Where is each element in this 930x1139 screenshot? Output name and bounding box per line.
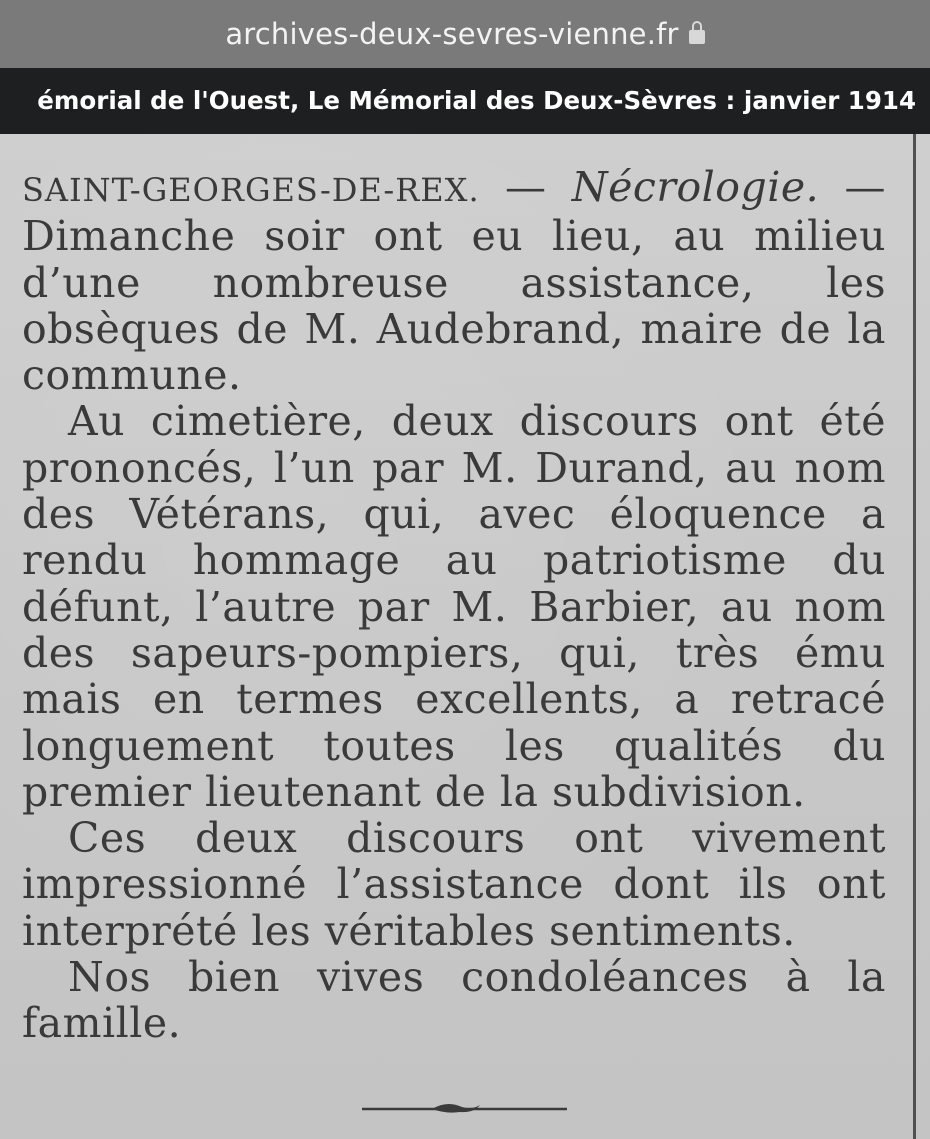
paragraph-1: — Dimanche soir ont eu lieu, au milieu d’une nombreuse assistance, les obsèques de M. Audebrand, maire de la commune. (22, 163, 886, 400)
paragraph-2: Au cimetière, deux discours ont été prononcés, l’un par M. Durand, au nom des Vétérans, qui, avec éloquence a rendu hommage au patriotisme du défunt, l’autre par M. Barbier, au nom des sapeurs-pompiers, qui, très ému mais en termes excellents, a retracé longuement toutes les qualités du premier lieutenant de la subdivision. (22, 397, 886, 816)
article-section: Nécrologie. (571, 163, 820, 211)
column-divider (913, 134, 916, 1139)
article-first-paragraph (22, 164, 886, 398)
newspaper-scan[interactable] (0, 134, 930, 1139)
document-title: émorial de l'Ouest, Le Mémorial des Deux-Sèvres : janvier 1914 (37, 86, 916, 115)
url-text[interactable]: archives-deux-sevres-vienne.fr (225, 17, 679, 51)
article-heading: SAINT-GEORGES-DE-REX. (22, 171, 480, 209)
address-bar[interactable] (0, 0, 930, 68)
lock-icon (689, 30, 705, 44)
heading-dash: — (479, 163, 572, 211)
newspaper-article (22, 164, 886, 1047)
paragraph-3: Ces deux discours ont vivement impressionné l’assistance dont ils ont interprété les véritables sentiments. (22, 814, 886, 955)
ornament-divider (362, 1100, 567, 1116)
document-title-bar (0, 68, 930, 134)
paragraph-4: Nos bien vives condoléances à la famille. (22, 953, 886, 1048)
